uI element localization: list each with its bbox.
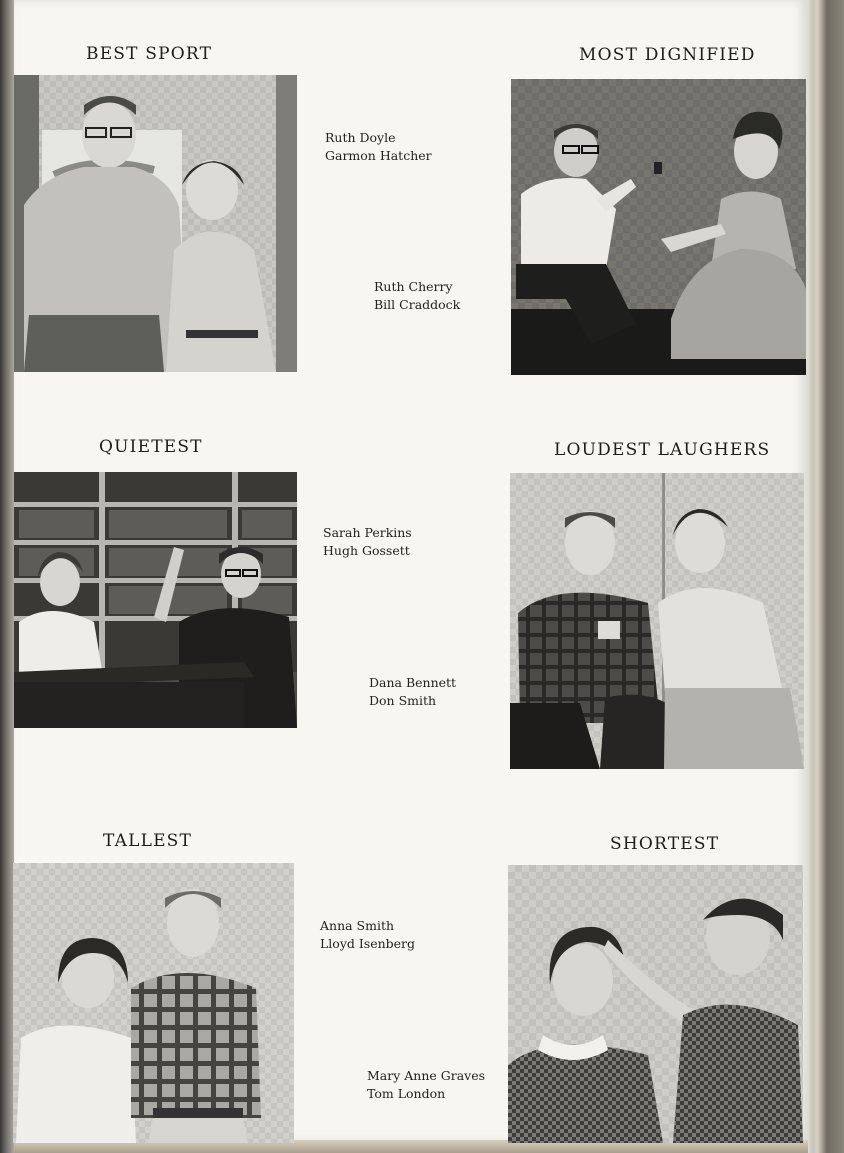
caption-tallest-1 — [320, 917, 415, 953]
heading-tallest: TALLEST — [103, 831, 193, 851]
name-line: Ruth Cherry — [374, 279, 453, 294]
heading-most-dignified: MOST DIGNIFIED — [579, 45, 756, 65]
page-edge — [806, 0, 844, 1153]
name-line: Lloyd Isenberg — [320, 936, 416, 951]
name-line: Ruth Doyle — [325, 130, 396, 145]
name-line: Garmon Hatcher — [325, 148, 432, 163]
photo-shortest — [508, 865, 803, 1143]
heading-best-sport: BEST SPORT — [86, 44, 213, 64]
photo-loudest-laughers — [510, 473, 804, 769]
caption-tallest-2 — [367, 1067, 485, 1103]
caption-quietest-1 — [323, 524, 412, 560]
name-line: Mary Anne Graves — [367, 1068, 486, 1083]
heading-loudest-laughers: LOUDEST LAUGHERS — [554, 440, 771, 460]
name-line: Don Smith — [369, 693, 437, 708]
name-line: Bill Craddock — [374, 297, 461, 312]
name-line: Anna Smith — [320, 918, 395, 933]
photo-quietest — [14, 472, 297, 728]
caption-best-sport-2 — [374, 278, 460, 314]
photo-most-dignified — [511, 79, 806, 375]
caption-best-sport-1 — [325, 129, 432, 165]
heading-shortest: SHORTEST — [610, 834, 720, 854]
name-line: Sarah Perkins — [323, 525, 412, 540]
name-line: Tom London — [367, 1086, 446, 1101]
heading-quietest: QUIETEST — [99, 437, 203, 457]
name-line: Hugh Gossett — [323, 543, 410, 558]
caption-quietest-2 — [369, 674, 456, 710]
name-line: Dana Bennett — [369, 675, 457, 690]
photo-best-sport — [14, 75, 297, 372]
photo-tallest — [13, 863, 294, 1143]
